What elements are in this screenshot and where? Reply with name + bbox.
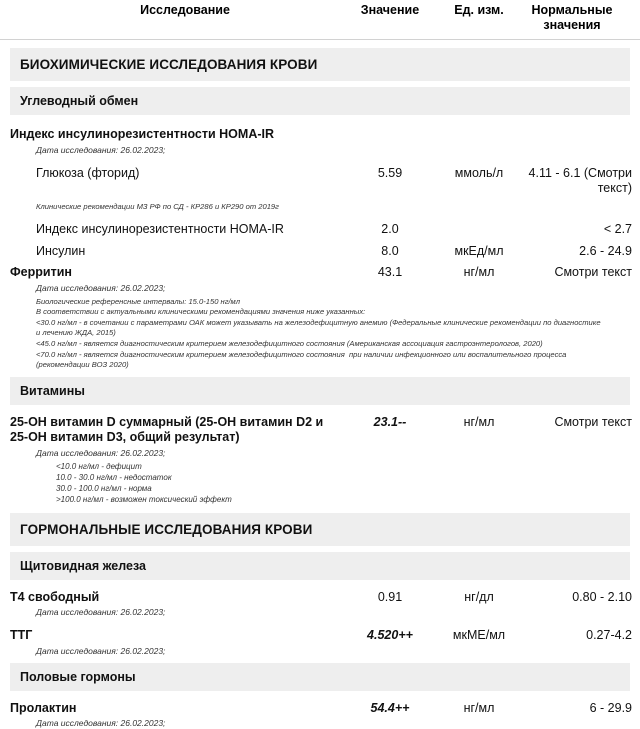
table-row-vitamin-d: [0, 409, 640, 446]
table-row-tsh: [0, 622, 640, 644]
note-line: <30.0 нг/мл - в сочетании с параметрами ОАК может указывать на железодефицитную анемию (Федеральные клинические рекомендации по диагностике: [36, 317, 601, 327]
analyte-value: 2.0: [381, 222, 399, 237]
table-row-insulin: [0, 238, 640, 260]
subsection-header-thyroid: Щитовидная железа: [10, 552, 630, 580]
note-line: 30.0 - 100.0 нг/мл - норма: [56, 483, 152, 493]
analyte-reference: 2.6 - 24.9: [579, 243, 632, 258]
analyte-unit: мкМЕ/мл: [452, 628, 506, 643]
section-header-biochemistry: БИОХИМИЧЕСКИЕ ИССЛЕДОВАНИЯ КРОВИ: [10, 48, 630, 81]
analyte-unit: нг/мл: [463, 265, 495, 280]
note-line: Клинические рекомендации МЗ РФ по СД - КР286 и КР290 от 2019г: [36, 201, 279, 211]
analyte-value: 8.0: [381, 243, 399, 258]
table-row-ferritin: [0, 259, 640, 281]
analyte-date: Дата исследования: 26.02.2023;: [36, 718, 166, 729]
analyte-reference: < 2.7: [603, 222, 632, 237]
analyte-note-ferritin: [0, 294, 640, 371]
analyte-reference: 0.80 - 2.10: [572, 589, 632, 604]
analyte-name: Индекс инсулинорезистентности HOMA-IR: [36, 222, 284, 237]
note-line: <70.0 нг/мл - является диагностическим критерием железодефицитного состояния при наличии инфекционного или воспалительного процесса: [36, 349, 567, 359]
column-header-unit: Ед. изм.: [454, 3, 504, 17]
note-line: и лечению ЖДА, 2015): [36, 328, 116, 338]
analyte-value: 23.1--: [373, 414, 407, 429]
subsection-header-vitamins: Витамины: [10, 377, 630, 405]
column-header-reference-line1: Нормальные: [531, 3, 613, 17]
subsection-header-sex-hormones: Половые гормоны: [10, 663, 630, 691]
note-line: <45.0 нг/мл - является диагностическим критерием железодефицитного состояния (Американская ассоциация гастроэнтерологов, 2020): [36, 338, 543, 348]
analyte-name: 25-ОН витамин D суммарный (25-ОН витамин D2 и 25-ОН витамин D3, общий результат): [10, 414, 324, 445]
analyte-date: Дата исследования: 26.02.2023;: [36, 607, 166, 618]
table-row-glucose: [0, 160, 640, 197]
analyte-unit: нг/мл: [463, 414, 495, 429]
analyte-reference: 6 - 29.9: [589, 700, 632, 715]
analyte-name: Ферритин: [10, 265, 72, 280]
analyte-value: 5.59: [377, 165, 403, 180]
analyte-name: ТТГ: [10, 628, 33, 643]
analyte-name: Инсулин: [36, 243, 86, 258]
analyte-unit: мкЕд/мл: [454, 243, 504, 258]
analyte-note-vitamin-d: [0, 459, 640, 505]
note-line: (рекомендации ВОЗ 2020): [36, 360, 129, 370]
column-header-value: Значение: [360, 3, 420, 17]
analyte-name: Пролактин: [10, 700, 77, 715]
analyte-unit: нг/дл: [464, 589, 494, 604]
note-line: <10.0 нг/мл - дефицит: [56, 461, 142, 471]
analyte-unit: нг/мл: [463, 700, 495, 715]
table-header-row: [0, 0, 640, 39]
analyte-note-glucose: [0, 197, 640, 213]
analyte-value: 4.520++: [367, 628, 413, 643]
note-line: 10.0 - 30.0 нг/мл - недостаток: [56, 472, 172, 482]
table-row-homa-ir-index: [0, 216, 640, 238]
analyte-reference: Смотри текст: [554, 265, 632, 280]
column-header-reference: [518, 3, 640, 33]
section-header-hormones: ГОРМОНАЛЬНЫЕ ИССЛЕДОВАНИЯ КРОВИ: [10, 513, 630, 546]
analyte-date: Дата исследования: 26.02.2023;: [36, 447, 166, 458]
note-line: >100.0 нг/мл - возможен токсический эффект: [56, 494, 232, 504]
analyte-date: Дата исследования: 26.02.2023;: [36, 645, 166, 656]
analyte-value: 54.4++: [370, 700, 410, 715]
analyte-unit: ммоль/л: [454, 165, 504, 180]
analyte-reference: Смотри текст: [554, 414, 632, 429]
analyte-value: 0.91: [377, 589, 403, 604]
column-header-name: Исследование: [140, 3, 230, 17]
note-line: Биологические референсные интервалы: 15.0-150 нг/мл: [36, 296, 241, 306]
analyte-reference: 0.27-4.2: [586, 628, 632, 643]
analyte-name: Т4 свободный: [10, 589, 100, 604]
analyte-name: Глюкоза (фторид): [36, 165, 140, 180]
table-row-t4-free: [0, 584, 640, 606]
column-header-reference-line2: значения: [543, 18, 601, 32]
note-line: В соответствии с актуальными клиническими рекомендациями значения ниже указанных:: [36, 307, 366, 317]
subsection-header-carbohydrate: Углеводный обмен: [10, 87, 630, 115]
analyte-date: Дата исследования: 26.02.2023;: [36, 144, 166, 155]
table-row-prolactin: [0, 695, 640, 717]
analyte-name: Индекс инсулинорезистентности HOMA-IR: [10, 127, 275, 141]
analyte-reference: 4.11 - 6.1 (Смотри текст): [528, 165, 632, 195]
group-row-homa-ir: [0, 121, 640, 143]
analyte-date: Дата исследования: 26.02.2023;: [36, 282, 166, 293]
analyte-value: 43.1: [377, 265, 403, 280]
